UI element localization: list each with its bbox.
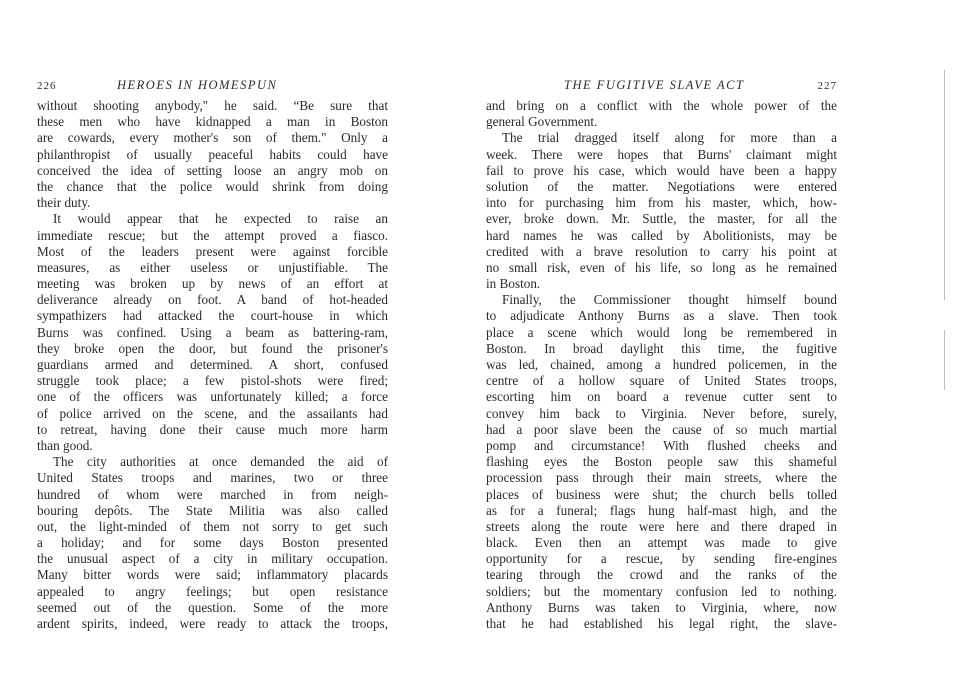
text-line: out, the light-minded of them not sorry to get such	[37, 518, 388, 534]
text-line: are cowards, every mother's son of them." Only a	[37, 130, 388, 146]
text-line: deliverance already on foot. A band of hot-headed	[37, 292, 388, 308]
text-line: The trial dragged itself along for more than a	[502, 130, 837, 146]
text-line: had a poor slave been the cause of so much martial	[486, 421, 837, 437]
left-page	[37, 70, 388, 632]
text-line: hard names he was called by Abolitionists, may be	[486, 227, 837, 243]
text-line: conceived the idea of setting loose an angry mob on	[37, 162, 388, 178]
text-line: Many bitter words were said; inflammatory placards	[37, 567, 388, 583]
text-line: philanthropist of usually peaceful habits could have	[37, 146, 388, 162]
text-line: Finally, the Commissioner thought himself bound	[502, 292, 837, 308]
right-page	[486, 70, 837, 632]
text-line: convey him back to Virginia. Never before, surely,	[486, 405, 837, 421]
text-line: to retreat, having done their cause much more harm	[37, 421, 388, 437]
text-line: appealed to angry feelings; but open resistance	[37, 583, 388, 599]
text-line: of police arrived on the scene, and the assailants had	[37, 405, 388, 421]
text-line: opportunity for a rescue, by sending fire-engines	[486, 551, 837, 567]
text-line: sympathizers had attacked the court-house in which	[37, 308, 388, 324]
text-line: a holiday; and for some days Boston presented	[37, 535, 388, 551]
text-line: credited with a brave resolution to carry his point at	[486, 243, 837, 259]
text-line: Burns was confined. Using a beam as battering-ram,	[37, 324, 388, 340]
text-line: black. Even then an attempt was made to give	[486, 535, 837, 551]
text-line: pomp and circumstance! With flushed cheeks and	[486, 437, 837, 453]
left-page-body	[37, 98, 388, 632]
text-line: measures, as either useless or unjustifiable. The	[37, 259, 388, 275]
text-line: immediate rescue; but the attempt proved a fiasco.	[37, 227, 388, 243]
text-line: United States troops and marines, two or three	[37, 470, 388, 486]
text-line: bouring depôts. The State Militia was also called	[37, 502, 388, 518]
right-running-head: THE FUGITIVE SLAVE ACT	[564, 78, 745, 92]
text-line: as for a funeral; flags hung half-mast high, and the	[486, 502, 837, 518]
text-line: Most of the leaders present were against forcible	[37, 243, 388, 259]
left-page-number: 226	[37, 80, 57, 92]
text-line: week. There were hopes that Burns' claimant might	[486, 146, 837, 162]
text-line: than good.	[37, 437, 93, 453]
left-page-header	[37, 70, 388, 98]
text-line: meeting was broken up by news of an effort at	[37, 276, 388, 292]
text-line: streets along the route were here and there draped in	[486, 518, 837, 534]
text-line: procession pass through their main streets, where the	[486, 470, 837, 486]
text-line: flashing eyes the Boston people saw this shameful	[486, 454, 837, 470]
text-line: ardent spirits, indeed, were ready to attack the troops,	[37, 616, 388, 631]
right-page-body	[486, 98, 837, 632]
text-line: escorting him on board a revenue cutter sent to	[486, 389, 837, 405]
text-line: soldiers; but the momentary confusion led to nothing.	[486, 583, 837, 599]
text-line: Anthony Burns was taken to Virginia, where, now	[486, 599, 837, 615]
text-line: to adjudicate Anthony Burns as a slave. Then took	[486, 308, 837, 324]
text-line: into for purchasing him from his master, which, how-	[486, 195, 837, 211]
text-line: hundred of whom were marched in from neigh-	[37, 486, 388, 502]
text-line: the chance that the police would shrink from doing	[37, 178, 388, 194]
text-line: places of business were shut; the church bells tolled	[486, 486, 837, 502]
text-line: centre of a hollow square of United States troops,	[486, 373, 837, 389]
text-line: that he had established his legal right, the slave-	[486, 616, 837, 631]
text-line: in Boston.	[486, 276, 541, 292]
text-line: their duty.	[37, 195, 91, 211]
text-line: fail to prove his case, which would have been a happy	[486, 162, 837, 178]
text-line: seemed out of the question. Some of the more	[37, 599, 388, 615]
text-line: struggle took place; a few pistol-shots were fired;	[37, 373, 388, 389]
text-line: Boston. In broad daylight this time, the fugitive	[486, 340, 837, 356]
text-line: no small risk, even of his life, so long as he remained	[486, 259, 837, 275]
text-line: place a scene which would long be remembered in	[486, 324, 837, 340]
left-running-head: HEROES IN HOMESPUN	[117, 78, 278, 92]
text-line: and bring on a conflict with the whole power of the	[486, 98, 837, 113]
text-line: one of the officers was unfortunately killed; a force	[37, 389, 388, 405]
right-page-number: 227	[817, 80, 837, 92]
text-line: The city authorities at once demanded the aid of	[53, 454, 388, 470]
text-line: these men who have kidnapped a man in Boston	[37, 114, 388, 130]
text-line: ever, broke down. Mr. Suttle, the master, for all the	[486, 211, 837, 227]
scan-edge-mark	[944, 70, 945, 300]
text-line: guardians armed and determined. A short, confused	[37, 357, 388, 372]
text-line: solution of the matter. Negotiations were entered	[486, 178, 837, 194]
right-page-header	[486, 70, 837, 98]
text-line: It would appear that he expected to raise an	[53, 211, 388, 227]
text-line: they broke open the door, but found the prisoner's	[37, 340, 388, 356]
text-line: was led, chained, among a hundred policemen, in the	[486, 357, 837, 372]
text-line: general Government.	[486, 114, 598, 130]
text-line: the unusual aspect of a city in military occupation.	[37, 551, 388, 567]
scan-edge-mark	[944, 330, 945, 390]
text-line: without shooting anybody," he said. “Be sure that	[37, 98, 388, 113]
text-line: tearing through the crowd and the ranks of the	[486, 567, 837, 583]
